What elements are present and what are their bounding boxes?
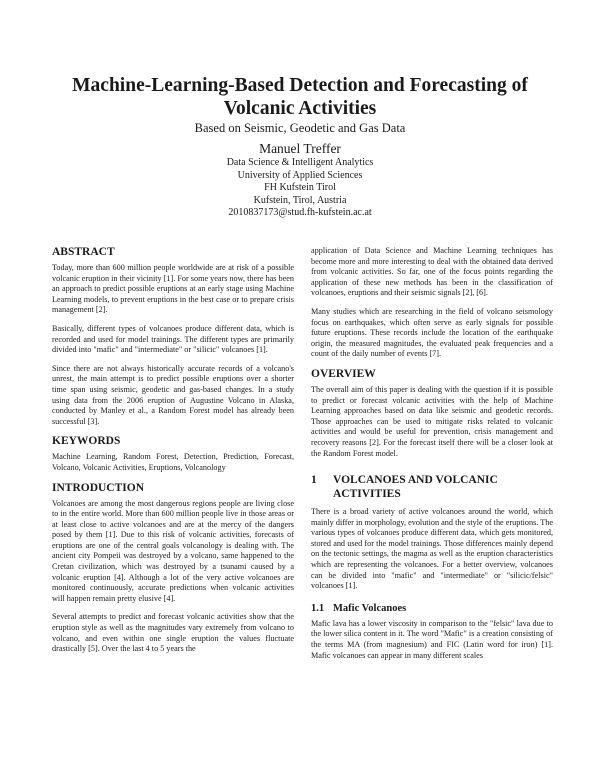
- section-1-title-line-1: VOLCANOES AND VOLCANIC: [333, 474, 498, 487]
- introduction-paragraph-3: application of Data Science and Machine Learning techniques has become more and more interesting to deal with the obtained data derived from volcanic activities. So far, one of the focus points regarding the application of these new methods has been in the classification of volcanoes, eruptions and their seismic signals [2], [6].: [311, 246, 553, 298]
- paper-title: [40, 74, 560, 120]
- overview-heading: OVERVIEW: [311, 367, 376, 380]
- introduction-paragraph-4: Many studies which are researching in the field of volcano seismology focus on earthquakes, which often serve as early signals for possible future eruptions. These records include the location of the earthquake origin, the measured magnitudes, the evaluated peak frequencies and a count of the daily number of events [7].: [311, 306, 553, 359]
- subsection-1-1-heading: [311, 602, 553, 615]
- subsection-1-1-title: Mafic Volcanoes: [333, 602, 407, 614]
- keywords-heading: KEYWORDS: [52, 435, 121, 448]
- title-line-1: Machine-Learning-Based Detection and Forecasting of: [72, 75, 528, 96]
- author-location: Kufstein, Tirol, Austria: [253, 194, 347, 206]
- section-1-paragraph: There is a broad variety of active volcanoes around the world, which mainly differ in morphology, evolution and the style of the eruptions. The various types of volcanoes produce different data, which gets monitored, stored and used for the model trainings. Those differences mainly depend on the tectonic settings, the magma as well as the eruption characteristics which are representing the volcanoes. For a better overview, volcanoes can be divided into "mafic" and "intermediate" or "silicic/felsic" volcanoes [1].: [311, 507, 553, 591]
- section-1-heading: [311, 473, 553, 501]
- keywords-text: Machine Learning, Random Forest, Detection, Prediction, Forecast, Volcano, Volcanic Activities, Eruptions, Volcanology: [52, 452, 294, 472]
- overview-paragraph: The overall aim of this paper is dealing with the question if it is possible to predict or forecast volcanic activities with the help of Machine Learning approaches based on data like seismic and geodetic records. Those approaches can be used to mitigate risks related to volcanic activities and would be useful for prevention, crisis management and recovery reasons [2]. For the forecast itself there will be a closer look at the Random Forest model.: [311, 384, 553, 458]
- abstract-heading: ABSTRACT: [52, 246, 115, 258]
- right-column: [311, 246, 553, 669]
- abstract-paragraph-2: Basically, different types of volcanoes produce different data, which is recorded and used for model trainings. The different types are primarily divided into "mafic" and "intermediate" or "silicic" volcanoes [1].: [52, 323, 294, 355]
- title-line-2: Volcanic Activities: [223, 98, 377, 119]
- paper-subtitle: Based on Seismic, Geodetic and Gas Data: [194, 121, 406, 135]
- author-name: Manuel Treffer: [259, 141, 341, 156]
- introduction-heading: INTRODUCTION: [52, 481, 145, 494]
- author-institution: FH Kufstein Tirol: [264, 182, 336, 194]
- section-1-number: 1: [311, 474, 317, 487]
- left-column: [52, 246, 294, 663]
- author-university: University of Applied Sciences: [237, 169, 363, 181]
- author-department: Data Science & Intelligent Analytics: [226, 157, 374, 168]
- author-block: [40, 141, 560, 220]
- introduction-paragraph-1: Volcanoes are among the most dangerous regions people are living close to in the entire world. More than 600 million people live in those areas or at least close to active volcanoes and are at the mercy of the dangers posed by them [1]. Due to this risk of volcanic activities, forecasts of eruptions are one of the central goals volcanology is dealing with. The ancient city Pompeii was destroyed by a volcano, same happened to the Cretan civilization, which was destroyed by a tsunami caused by a volcanic eruption [4]. Although a lot of the very active volcanoes are monitored continuously, accurate predictions when volcanic activities will happen remain pretty elusive [4].: [52, 498, 294, 603]
- subsection-1-1-number: 1.1: [311, 602, 325, 614]
- subsection-1-1-paragraph: Mafic lava has a lower viscosity in comparison to the "felsic" lava due to the lower silica content in it. The word "Mafic" is a creation consisting of the terms MA (from magnesium) and FIC (Latin word for iron) [1]. Mafic volcanoes can appear in many different scales: [311, 618, 553, 660]
- abstract-paragraph-3: Since there are not always historically accurate records of a volcano's unrest, the main attempt is to predict possible eruptions over a shorter time span using seismic, geodetic and gas-based changes. In a study using data from the 2006 eruption of Augustine Volcano in Alaska, conducted by Manley et al., a Random Forest model has already been successful [3].: [52, 363, 294, 426]
- author-email[interactable]: 2010837173@stud.fh-kufstein.ac.at: [228, 207, 372, 219]
- abstract-paragraph-1: Today, more than 600 million people worldwide are at risk of a possible volcanic eruption in their vicinity [1]. For some years now, there has been an approach to predict possible eruptions at an early stage using Machine Learning models, to prevent eruptions in the best case or to prepare crisis management [2].: [52, 263, 294, 315]
- introduction-paragraph-2: Several attempts to predict and forecast volcanic activities show that the eruption style as well as the magnitudes vary extremely from volcano to volcano, and even within one single eruption the values fluctuate drastically [5]. Over the last 4 to 5 years the: [52, 612, 294, 654]
- section-1-title-line-2: ACTIVITIES: [333, 488, 401, 501]
